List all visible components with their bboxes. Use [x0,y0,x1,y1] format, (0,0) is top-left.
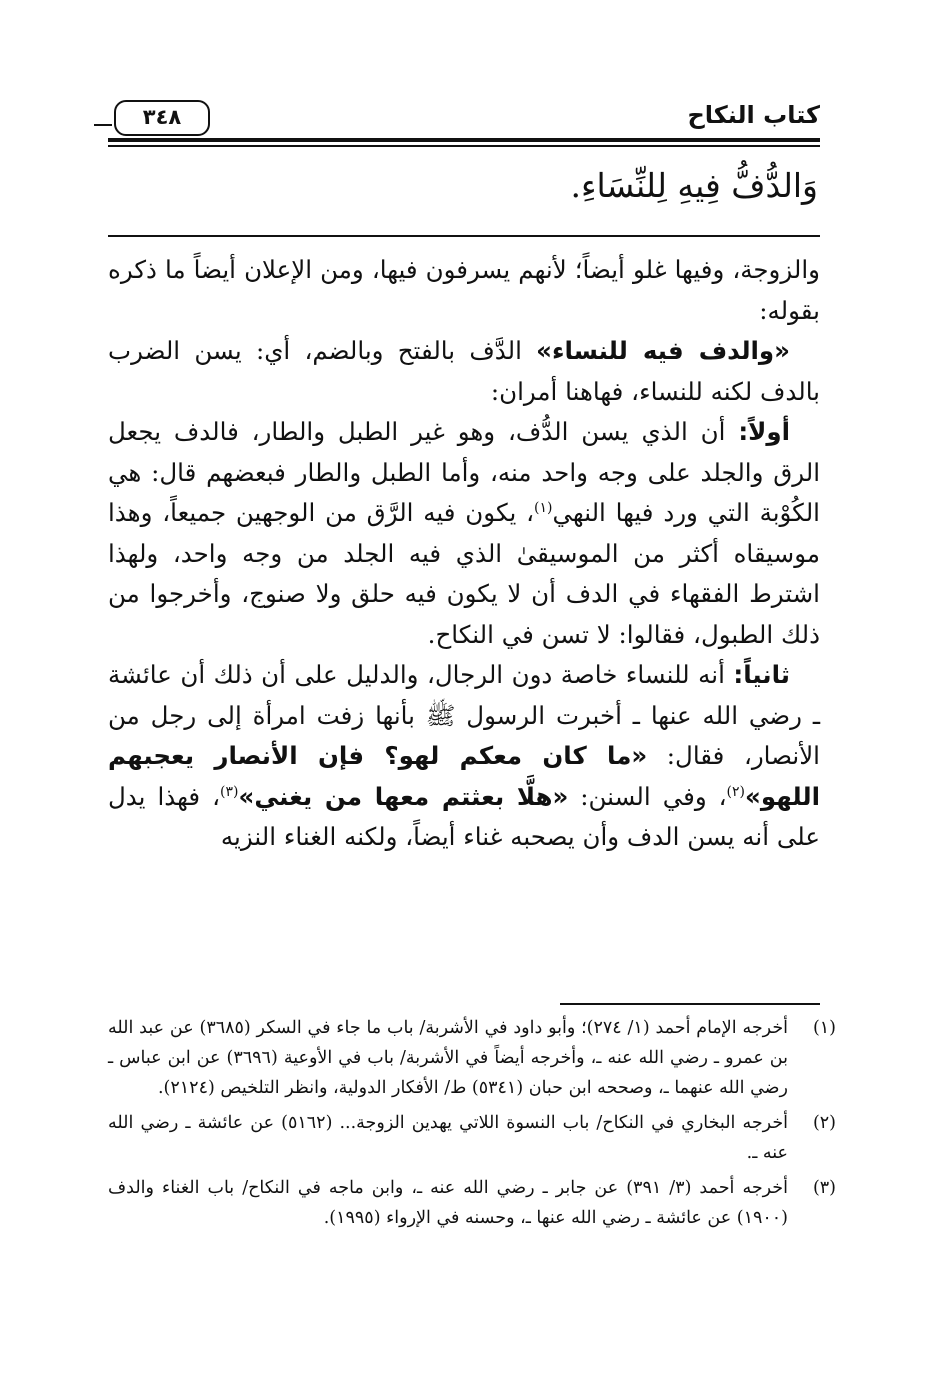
header-rule-thick [108,138,820,142]
footnote-divider [560,1003,820,1005]
second-point-label: ثانياً: [733,660,790,689]
paragraph-1 [108,250,820,331]
commentary-body [108,250,820,858]
header-dash [94,124,112,126]
hadith-quote-2: «هلَّا بعثتم معها من يغني» [238,781,569,811]
footnote-3 [108,1173,840,1233]
matn-divider [108,235,820,237]
paragraph-4 [108,655,820,858]
footnote-ref-2[interactable]: (٢) [726,783,746,800]
paragraph-3-text-a: أن الذي يسن الدُّف، وهو غير الطبل والطار، فالدف يجعل الرق والجلد على وجه واحد منه، وأما الطبل والطار فبعضهم قال: هي الكُوْبة التي ورد فيها النهي [108,417,820,527]
paragraph-1-text: والزوجة، وفيها غلو أيضاً؛ لأنهم يسرفون فيها، ومن الإعلان أيضاً ما ذكره بقوله: [108,255,820,325]
footnote-1 [108,1013,840,1103]
hadith-quote-1: «ما كان معكم لهو؟ فإن الأنصار يعجبهم اللهو» [108,741,820,811]
footnote-ref-3[interactable]: (٣) [220,783,239,800]
running-title: كتاب النكاح [687,101,820,129]
footnote-text: أخرجه البخاري في النكاح/ باب النسوة اللاتي يهدين الزوجة... (٥١٦٢) عن عائشة ـ رضي الله عنه ـ. [108,1113,788,1163]
page-number: ٣٤٨ [114,100,210,136]
matn-text: وَالدُّفُّ فِيهِ لِلنِّسَاءِ. [570,166,818,205]
paragraph-3 [108,412,820,655]
matn-quote: «والدف فيه للنساء» [536,336,790,365]
paragraph-4-text-b: ، وفي السنن: [568,781,727,811]
paragraph-2-text: الدَّف بالفتح وبالضم، أي: يسن الضرب بالدف لكنه للنساء، فهاهنا أمران: [108,336,820,406]
first-point-label: أولاً: [738,417,790,446]
footnote-number: (٣) [812,1178,836,1198]
header-rule-thin [108,145,820,147]
paragraph-2 [108,331,820,412]
page-header [108,98,820,150]
footnote-ref-1[interactable]: (١) [534,499,553,516]
footnote-text: أخرجه الإمام أحمد (١/ ٢٧٤)؛ وأبو داود في الأشربة/ باب ما جاء في السكر (٣٦٨٥) عن عبد الله بن عمرو ـ رضي الله عنه ـ، وأخرجه أيضاً في الأشربة/ باب في الأوعية (٣٦٩٦) عن ابن عباس ـ رضي الله عنهما ـ، وصححه ابن حبان (٥٣٤١) ط/ الأفكار الدولية، وانظر التلخيص (٢١٢٤). [108,1018,788,1098]
footnote-number: (١) [812,1018,836,1038]
footnote-text: أخرجه أحمد (٣/ ٣٩١) عن جابر ـ رضي الله عنه ـ، وابن ماجه في النكاح/ باب الغناء والدف (١٩٠٠) عن عائشة ـ رضي الله عنها ـ، وحسنه في الإرواء (١٩٩٥). [108,1178,788,1228]
paragraph-4-text-c: ، فهذا يدل على أنه يسن الدف وأن يصحبه غناء أيضاً، ولكنه الغناء النزيه [108,781,820,851]
footnote-number: (٢) [812,1113,836,1133]
footnotes [108,1013,840,1238]
paragraph-4-text-a: أنه للنساء خاصة دون الرجال، والدليل على أن ذلك أن عائشة ـ رضي الله عنها ـ أخبرت الرسول ﷺ بأنها زفت امرأة إلى رجل من الأنصار، فقال: [108,660,820,770]
paragraph-3-text-b: ، يكون فيه الرَّق من الوجهين جميعاً، وهذا موسيقاه أكثر من الموسيقىٰ الذي فيه الجلد من وجه واحد، ولهذا اشترط الفقهاء في الدف أن لا يكون فيه حلق ولا صنوج، وأخرجوا من ذلك الطبول، فقالوا: لا تسن في النكاح. [108,498,820,649]
footnote-2 [108,1108,840,1168]
